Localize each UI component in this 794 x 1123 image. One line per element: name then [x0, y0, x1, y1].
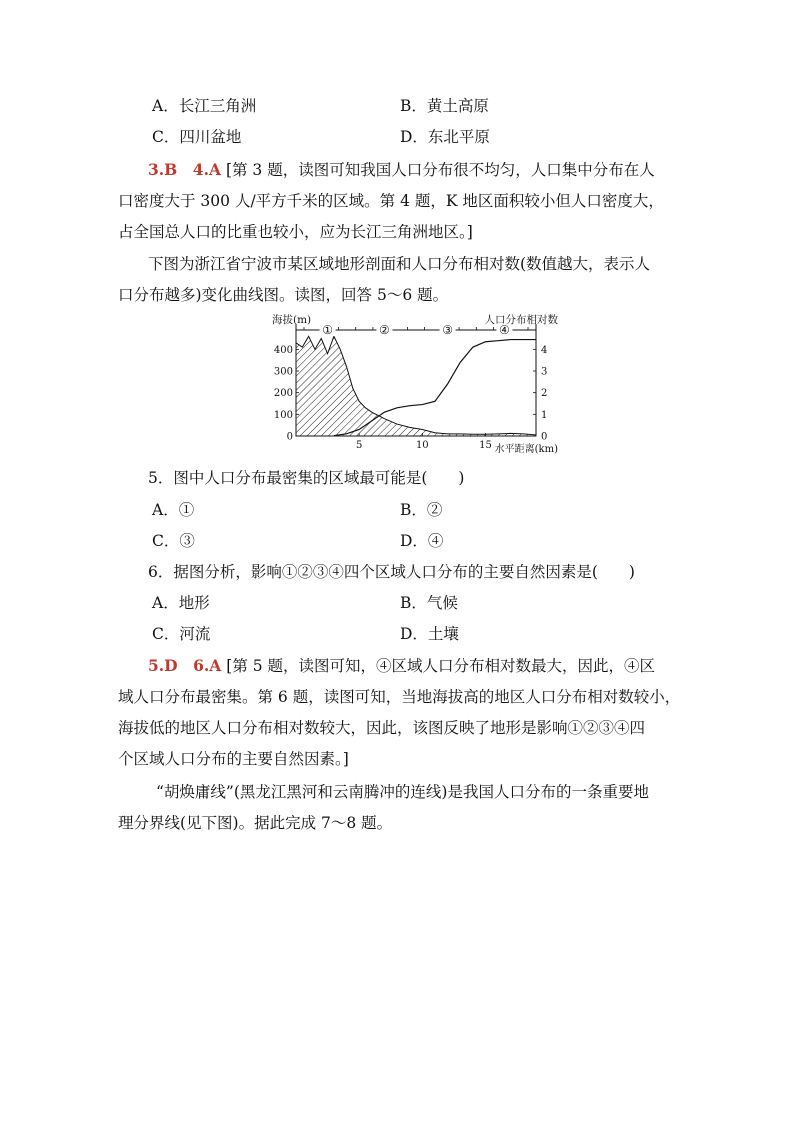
option-a: A．长江三角洲 — [152, 97, 257, 115]
x-tick-label: 5 — [355, 440, 363, 451]
q5-option-a: A．① — [152, 501, 195, 519]
explanation-text: [第 5 题，读图可知，④区域人口分布相对数最大，因此，④区 — [226, 657, 656, 675]
option-c: C．四川盆地 — [152, 128, 242, 146]
terrain-population-chart — [270, 310, 560, 460]
left-tick-label: 300 — [273, 366, 293, 378]
intro-5-6-line-1: 下图为浙江省宁波市某区域地形剖面和人口分布相对数(数值越大，表示人 — [148, 255, 651, 273]
q6-option-d: D．土壤 — [400, 625, 459, 643]
answer-key: 5.D 6.A — [148, 656, 222, 675]
left-tick-label: 400 — [273, 344, 293, 356]
answer-5-6-line-3: 海拔低的地区人口分布相对数较大，因此，该图反映了地形是影响①②③④四 — [118, 719, 646, 737]
right-tick-label: 3 — [541, 366, 548, 378]
answer-5-6-line-4: 个区域人口分布的主要自然因素。] — [118, 750, 349, 768]
question-5-stem: 5．图中人口分布最密集的区域最可能是( ) — [148, 469, 465, 487]
option-b: B．黄土高原 — [400, 97, 489, 115]
region-label: ② — [379, 323, 390, 337]
explanation-text: [第 3 题，读图可知我国人口分布很不均匀，人口集中分布在人 — [225, 161, 655, 179]
q6-option-c: C．河流 — [152, 625, 211, 643]
x-axis-title: 水平距离(km) — [494, 444, 558, 455]
region-label: ④ — [499, 323, 510, 337]
right-tick-label: 2 — [541, 388, 548, 400]
right-axis-title: 人口分布相对数 — [484, 314, 558, 326]
question-6-stem: 6．据图分析，影响①②③④四个区域人口分布的主要自然因素是( ) — [148, 563, 635, 581]
terrain-area — [296, 336, 536, 436]
intro-5-6-line-2: 口分布越多)变化曲线图。读图，回答 5～6 题。 — [118, 286, 449, 304]
right-tick-label: 0 — [541, 431, 548, 443]
left-tick-label: 200 — [273, 388, 293, 400]
q6-option-a: A．地形 — [152, 594, 210, 612]
answer-3-4-line-2: 口密度大于 300 人/平方千米的区域。第 4 题，K 地区面积较小但人口密度大， — [118, 192, 664, 210]
answer-3-4-line-1 — [148, 160, 655, 180]
answer-5-6-line-2: 域人口分布最密集。第 6 题，读图可知，当地海拔高的地区人口分布相对数较小， — [118, 688, 681, 706]
region-label: ① — [322, 323, 333, 337]
left-axis-title: 海拔(m) — [272, 314, 312, 326]
answer-3-4-line-3: 占全国总人口的比重也较小，应为长江三角洲地区。] — [118, 223, 473, 241]
q5-option-b: B．② — [400, 501, 443, 519]
x-tick-label: 15 — [479, 440, 492, 451]
q5-option-d: D．④ — [400, 532, 444, 550]
left-tick-label: 0 — [286, 431, 293, 443]
x-tick-label: 10 — [415, 440, 429, 451]
right-tick-label: 1 — [541, 409, 548, 421]
right-tick-label: 4 — [541, 344, 548, 356]
intro-7-8-line-2: 理分界线(见下图)。据此完成 7～8 题。 — [118, 814, 393, 832]
option-d: D．东北平原 — [400, 128, 490, 146]
answer-key: 3.B 4.A — [148, 160, 221, 179]
left-tick-label: 100 — [273, 409, 293, 421]
q6-option-b: B．气候 — [400, 594, 458, 612]
q5-option-c: C．③ — [152, 532, 195, 550]
answer-5-6-line-1 — [148, 656, 655, 676]
intro-7-8-line-1: “胡焕庸线”(黑龙江黑河和云南腾冲的连线)是我国人口分布的一条重要地 — [156, 783, 649, 801]
region-label: ③ — [442, 323, 453, 337]
